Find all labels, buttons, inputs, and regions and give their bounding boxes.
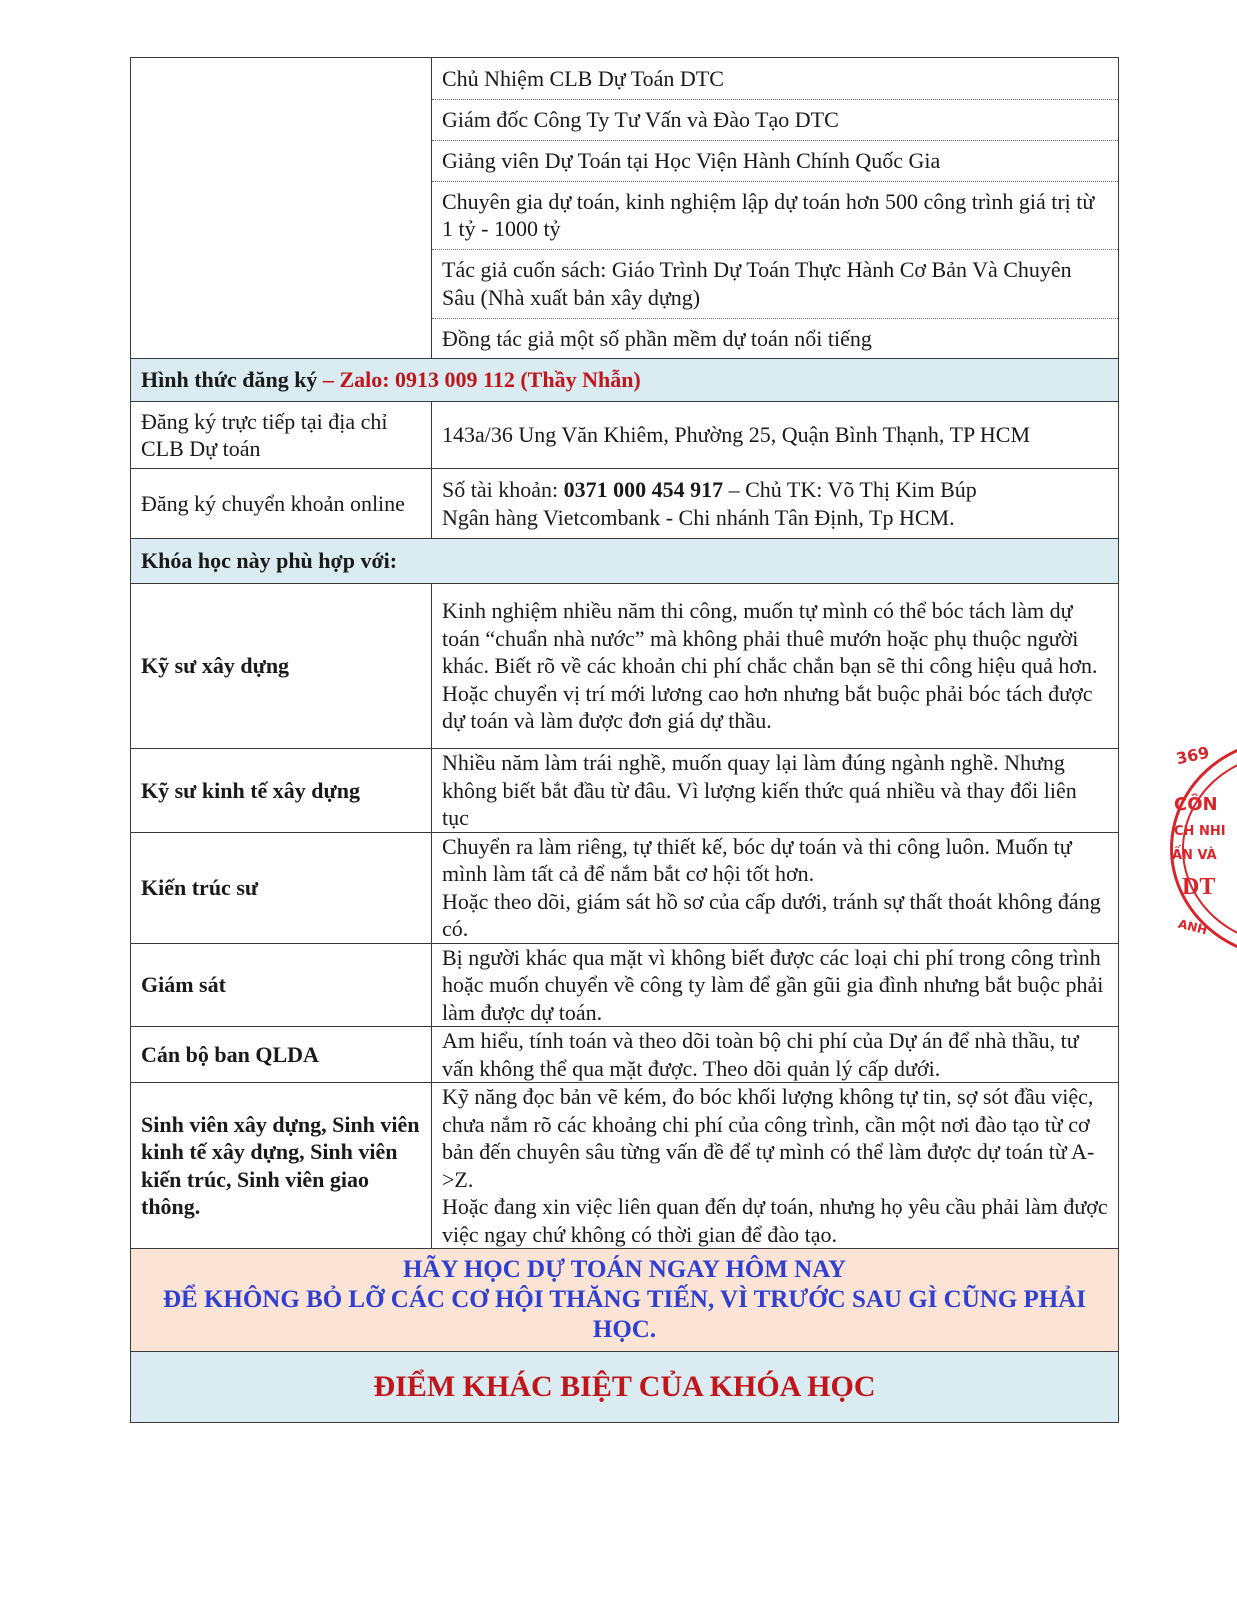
stamp-text: CÔN [1174,794,1218,815]
audience-label: Kỹ sư xây dựng [131,584,432,749]
registration-heading-label: Hình thức đăng ký [141,367,318,393]
cta-line-1: HÃY HỌC DỰ TOÁN NGAY HÔM NAY [402,1256,847,1283]
audience-label: Kỹ sư kinh tế xây dựng [131,749,432,833]
registration-heading [131,359,1119,402]
account-line [442,476,1108,504]
company-stamp [1168,728,1237,958]
instructor-role: Chủ Nhiệm CLB Dự Toán DTC [432,58,1119,100]
document-page [130,57,1118,1423]
stamp-text: CH NHI [1174,824,1226,839]
audience-description [432,832,1119,943]
audience-description [432,1083,1119,1249]
differences-heading: ĐIỂM KHÁC BIỆT CỦA KHÓA HỌC [131,1352,1119,1423]
audience-label: Sinh viên xây dựng, Sinh viên kinh tế xây dựng, Sinh viên kiến trúc, Sinh viên giao thông. [131,1083,432,1249]
transfer-registration-label: Đăng ký chuyển khoản online [131,469,432,539]
audience-text: Nhiều năm làm trái nghề, muốn quay lại làm đúng ngành nghề. Nhưng không biết bắt đầu từ đâu. Vì lượng kiến thức quá nhiều và thay đổi liên tục [442,750,1077,830]
instructor-role: Đồng tác giả một số phần mềm dự toán nổi tiếng [432,318,1119,359]
audience-text-extra: Hoặc theo dõi, giám sát hồ sơ của cấp dưới, tránh sự thất thoát không đáng có. [442,888,1101,941]
registration-zalo-contact: – Zalo: 0913 009 112 (Thầy Nhẫn) [322,367,641,393]
audience-description [432,749,1119,833]
audience-text: Kỹ năng đọc bản vẽ kém, đo bóc khối lượng không tự tin, sợ sót đầu việc, chưa nắm rõ các khoảng chi phí của công trình, cần một nơi đào tạo từ cơ bản đến chuyên sâu từng vấn đề để tự mình có thể làm được dự toán từ A->Z. [442,1084,1095,1192]
account-prefix: Số tài khoản: [442,477,559,502]
account-holder: – Chủ TK: Võ Thị Kim Búp [728,477,977,502]
audience-label: Giám sát [131,943,432,1027]
instructor-role: Giảng viên Dự Toán tại Học Viện Hành Chính Quốc Gia [432,141,1119,182]
stamp-text: ANH [1176,916,1209,938]
audience-text-extra: Hoặc đang xin việc liên quan đến dự toán, nhưng họ yêu cầu phải làm được việc ngay chứ không có thời gian để đào tạo. [442,1194,1108,1247]
audience-label: Cán bộ ban QLDA [131,1027,432,1083]
stamp-text: 369 [1174,742,1212,769]
call-to-action [131,1249,1119,1352]
audience-description [432,1027,1119,1083]
stamp-text: DT [1182,874,1216,900]
instructor-label-cell [131,58,432,359]
audience-text: Chuyển ra làm riêng, tự thiết kế, bóc dự toán và thi công luôn. Muốn tự mình làm tất cả để nắm bắt cơ hội tốt hơn. [442,833,1072,886]
audience-text-extra: Hoặc chuyển vị trí mới lương cao hơn nhưng bắt buộc phải bóc tách được dự toán và làm được đơn giá dự thầu. [442,680,1093,734]
bank-name: Ngân hàng Vietcombank - Chi nhánh Tân Định, Tp HCM. [442,504,955,530]
instructor-role: Giám đốc Công Ty Tư Vấn và Đào Tạo DTC [432,100,1119,141]
audience-description [432,943,1119,1027]
audience-label: Kiến trúc sư [131,832,432,943]
audience-text: Bị người khác qua mặt vì không biết được các loại chi phí trong công trình hoặc muốn chuyển về công ty làm để gần gũi gia đình nhưng bắt buộc phải làm được dự toán. [442,944,1104,1025]
bank-account-info [432,469,1119,539]
direct-registration-address: 143a/36 Ung Văn Khiêm, Phường 25, Quận Bình Thạnh, TP HCM [432,402,1119,469]
direct-registration-label: Đăng ký trực tiếp tại địa chỉ CLB Dự toán [131,402,432,469]
instructor-role: Tác giả cuốn sách: Giáo Trình Dự Toán Thực Hành Cơ Bản Và Chuyên Sâu (Nhà xuất bản xây dựng) [432,249,1119,318]
audience-text: Kinh nghiệm nhiều năm thi công, muốn tự mình có thể bóc tách làm dự toán “chuẩn nhà nước” mà không phải thuê mướn hoặc phụ thuộc người khác. Biết rõ về các khoản chi phí chắc chắn bạn sẽ thi công hiệu quả hơn. [442,598,1098,679]
cta-line-2: ĐỂ KHÔNG BỎ LỠ CÁC CƠ HỘI THĂNG TIẾN, VÌ TRƯỚC SAU GÌ CŨNG PHẢI HỌC. [162,1286,1087,1343]
audience-description [432,584,1119,749]
account-number: 0371 000 454 917 [563,477,724,502]
course-info-table [130,57,1119,1423]
suitable-heading: Khóa học này phù hợp với: [131,539,1119,584]
audience-text: Am hiểu, tính toán và theo dõi toàn bộ chi phí của Dự án để nhà thầu, tư vấn không thể qua mặt được. Theo dõi quản lý cấp dưới. [442,1028,1079,1081]
stamp-text: ẤN VÀ [1172,848,1217,863]
instructor-role: Chuyên gia dự toán, kinh nghiệm lập dự toán hơn 500 công trình giá trị từ 1 tỷ - 1000 tỷ [432,181,1119,249]
